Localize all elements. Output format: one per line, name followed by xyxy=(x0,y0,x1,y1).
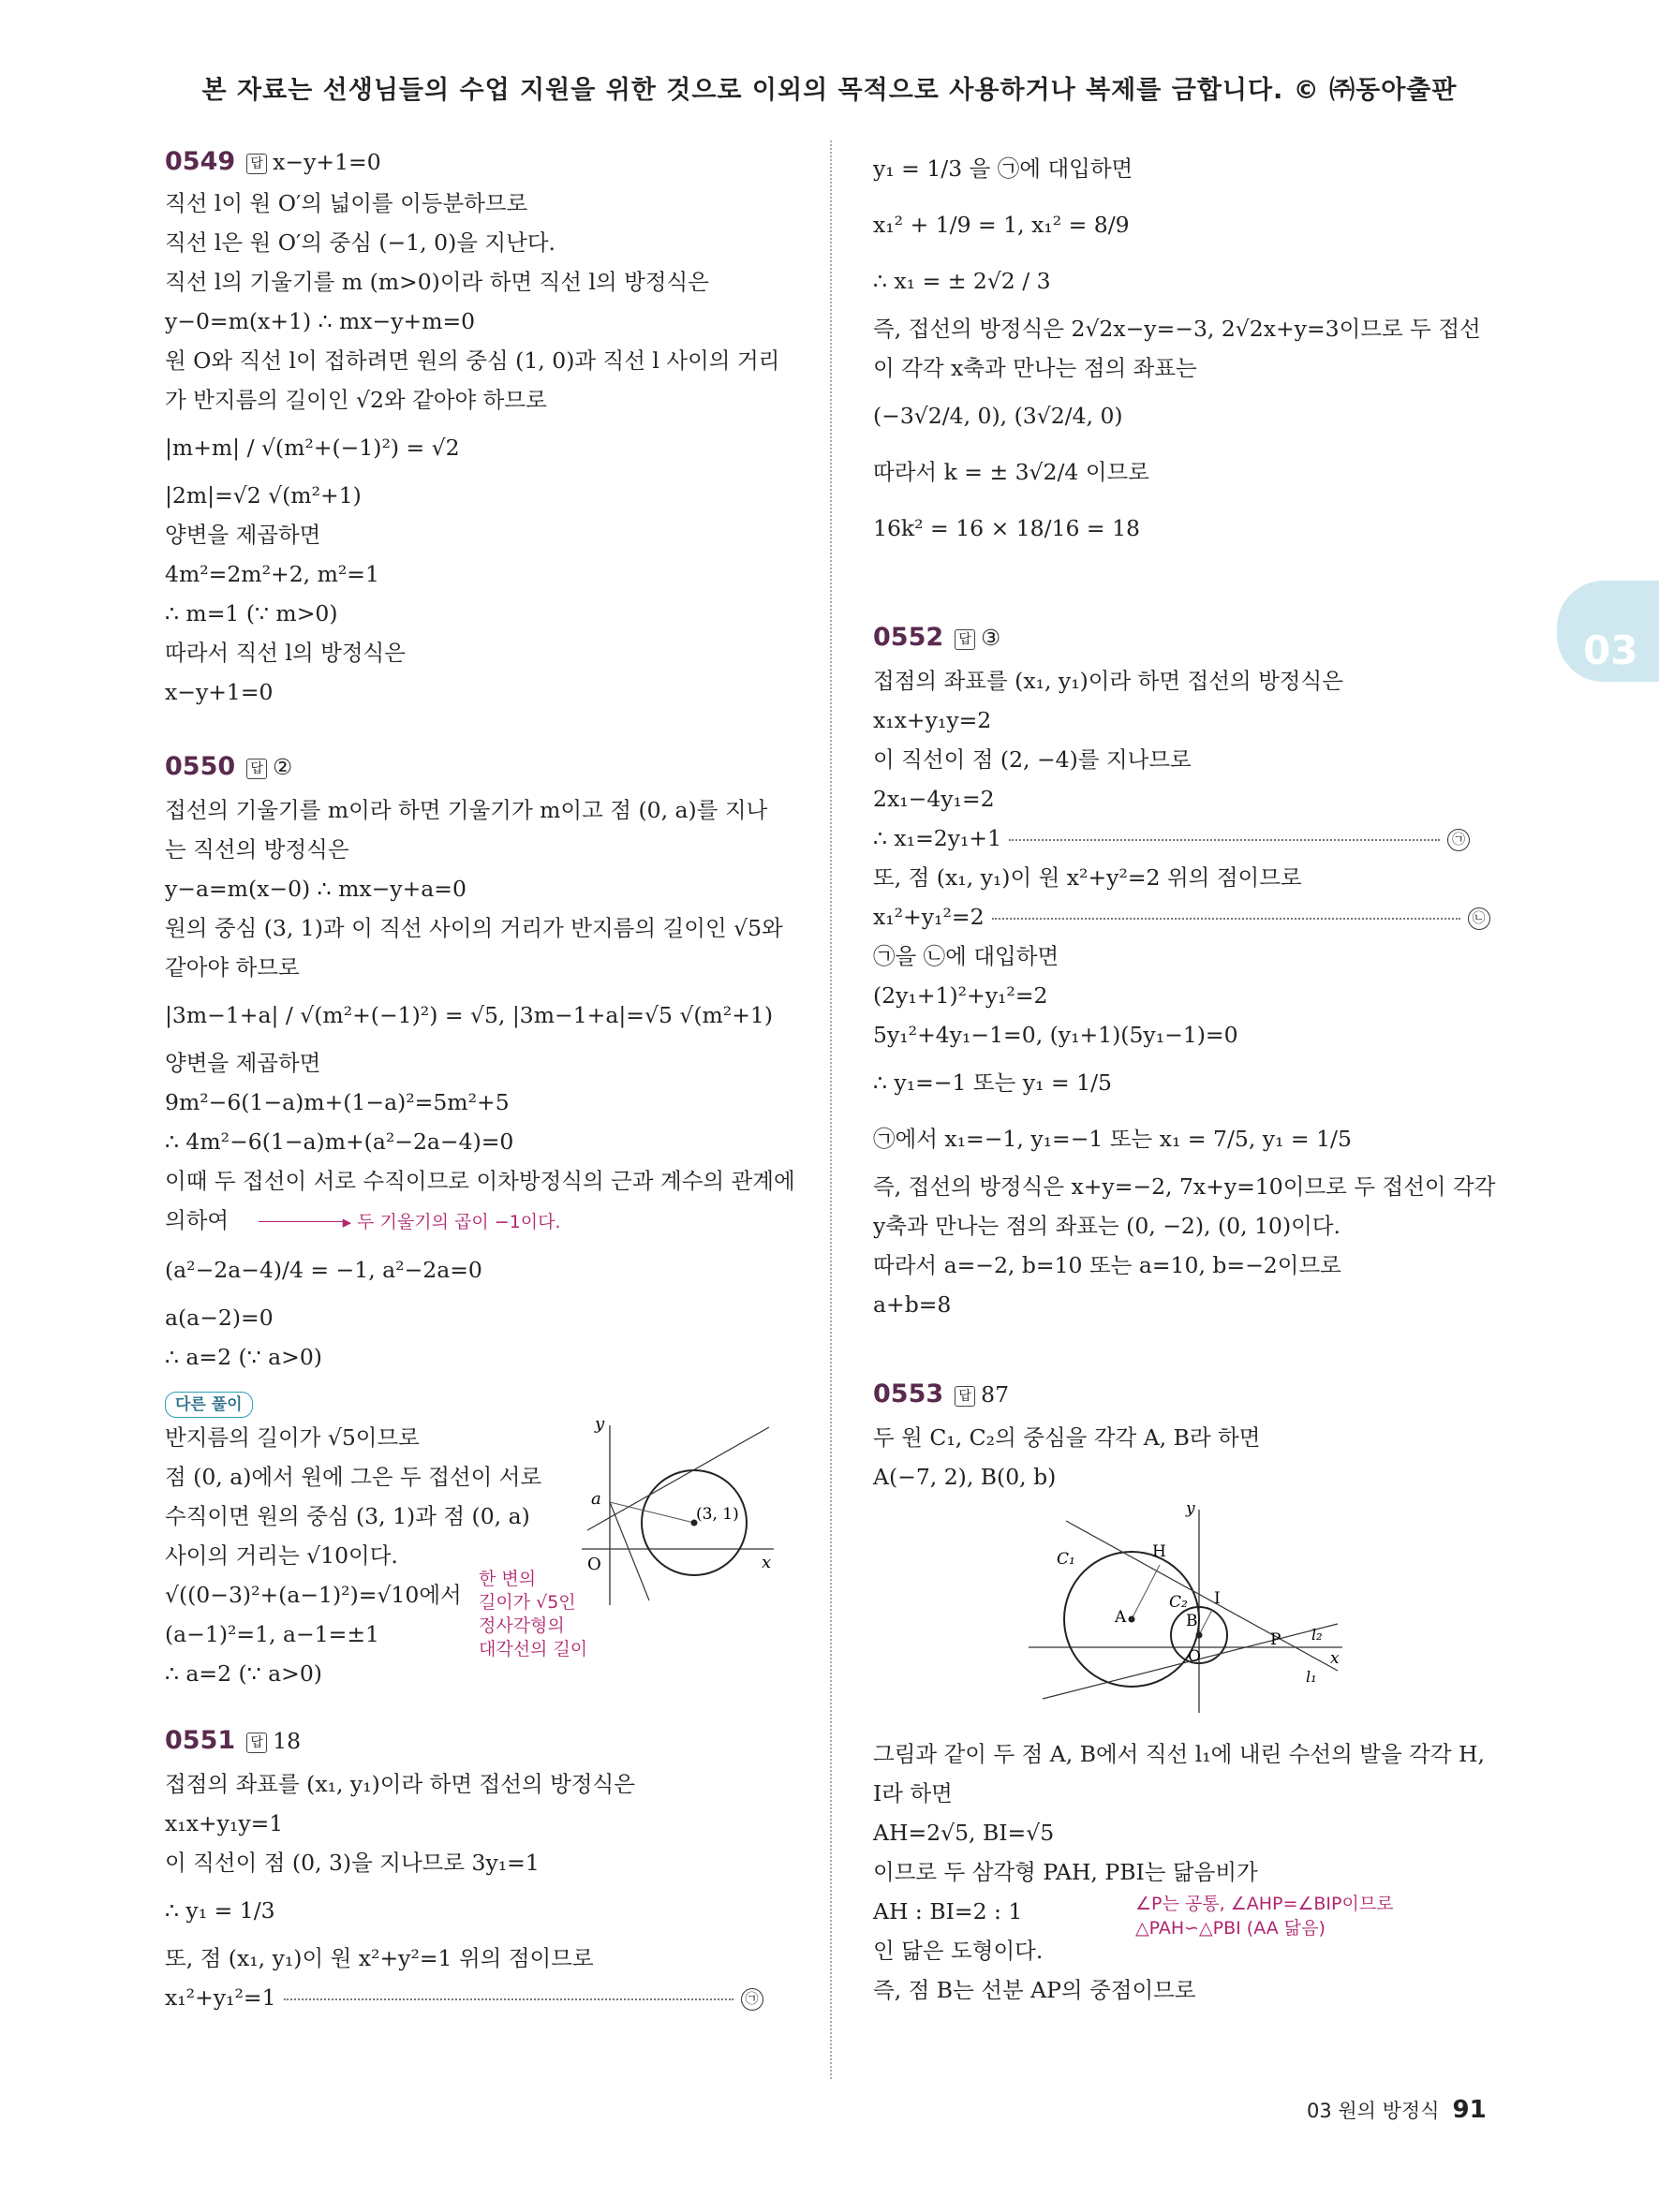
text-line xyxy=(873,818,1499,858)
answer-value: ③ xyxy=(981,625,1001,651)
text-line: y−0=m(x+1) ∴ mx−y+m=0 xyxy=(165,308,476,334)
text-line: 양변을 제곱하면 xyxy=(165,522,321,548)
answer-value: 18 xyxy=(273,1728,302,1754)
answer-value: x−y+1=0 xyxy=(273,149,381,175)
text-line: 따라서 a=−2, b=10 또는 a=10, b=−2이므로 xyxy=(873,1252,1341,1278)
answer-icon: 답 xyxy=(246,759,267,779)
text-line: 이 직선이 점 (2, −4)를 지나므로 xyxy=(873,746,1192,773)
text-line: x₁x+y₁y=2 xyxy=(873,707,992,733)
side-note: ∠P는 공통, ∠AHP=∠BIP이므로 xyxy=(1135,1894,1394,1914)
side-note: 길이가 √5인 xyxy=(479,1592,576,1613)
answer-icon: 답 xyxy=(246,154,267,174)
leader-dots xyxy=(992,918,1460,920)
text-line: 이 각각 x축과 만나는 점의 좌표는 xyxy=(873,355,1197,381)
text-line: 접점의 좌표를 (x₁, y₁)이라 하면 접선의 방정식은 xyxy=(873,668,1343,694)
tangent-square-figure xyxy=(582,1418,778,1605)
problem-number: 0553 xyxy=(873,1379,944,1408)
text-line: A(−7, 2), B(0, b) xyxy=(873,1464,1057,1490)
alt-solution-block xyxy=(165,1418,792,1699)
formula-line: ∴ y₁=−1 또는 y₁ = 1/5 xyxy=(873,1069,1112,1096)
side-note-block xyxy=(479,1568,587,1661)
text-line: ∴ m=1 (∵ m>0) xyxy=(165,600,338,627)
problem-number: 0552 xyxy=(873,623,944,652)
text-line: 인 닮은 도형이다. xyxy=(873,1938,1044,1964)
column-divider xyxy=(830,140,832,2079)
answer-icon: 답 xyxy=(246,1733,267,1753)
text-line: 점 (0, a)에서 원에 그은 두 접선이 서로 xyxy=(165,1464,542,1490)
segment-ah xyxy=(1132,1565,1160,1619)
text-line: AH : BI=2 : 1 xyxy=(873,1898,1023,1924)
problem-0552-header xyxy=(873,614,1499,661)
text-line: 직선 l은 원 O′의 중심 (−1, 0)을 지난다. xyxy=(165,229,555,256)
page-footer xyxy=(1307,2096,1487,2124)
text-span: x₁²+y₁²=2 xyxy=(873,904,985,930)
text-line: 그림과 같이 두 점 A, B에서 직선 l₁에 내린 수선의 발을 각각 H, xyxy=(873,1741,1485,1767)
text-line: 반지름의 길이가 √5이므로 xyxy=(165,1424,420,1451)
right-column xyxy=(873,140,1499,2010)
text-line: 9m²−6(1−a)m+(1−a)²=5m²+5 xyxy=(165,1089,510,1115)
formula-line: 따라서 k = ± 3√2/4 이므로 xyxy=(873,459,1149,485)
tangent-line xyxy=(610,1502,649,1600)
y-label: y xyxy=(1186,1502,1195,1518)
text-line: I라 하면 xyxy=(873,1780,953,1806)
answer-value: ② xyxy=(273,754,293,780)
x-label: x xyxy=(1330,1649,1340,1668)
segment-bi xyxy=(1199,1610,1212,1635)
text-span: ∴ x₁=2y₁+1 xyxy=(873,825,1002,851)
problem-number: 0550 xyxy=(165,752,236,781)
formula-line: (−3√2/4, 0), (3√2/4, 0) xyxy=(873,403,1123,429)
text-line: 즉, 접선의 방정식은 2√2x−y=−3, 2√2x+y=3이므로 두 접선 xyxy=(873,316,1481,342)
text-line: 두 원 C₁, C₂의 중심을 각각 A, B라 하면 xyxy=(873,1424,1261,1451)
text-line: a+b=8 xyxy=(873,1291,952,1318)
text-line: 수직이면 원의 중심 (3, 1)과 점 (0, a) xyxy=(165,1503,530,1529)
equation-mark: ㉠ xyxy=(741,1988,763,2011)
text-line: y−a=m(x−0) ∴ mx−y+a=0 xyxy=(165,876,467,902)
x-label: x xyxy=(762,1553,772,1572)
equation-mark: ㉠ xyxy=(1447,829,1470,851)
text-span: 의하여 xyxy=(165,1207,230,1233)
leader-dots xyxy=(284,1998,733,2000)
text-line: AH=2√5, BI=√5 xyxy=(873,1820,1055,1846)
text-line: 이므로 두 삼각형 PAH, PBI는 닮음비가 xyxy=(873,1859,1258,1885)
c1-label: C₁ xyxy=(1057,1550,1075,1569)
text-line: 접선의 기울기를 m이라 하면 기울기가 m이고 점 (0, a)를 지나 xyxy=(165,797,768,823)
text-line: x₁x+y₁y=1 xyxy=(165,1810,284,1836)
page-number: 91 xyxy=(1452,2096,1487,2124)
text-line: 이 직선이 점 (0, 3)을 지나므로 3y₁=1 xyxy=(165,1850,540,1876)
text-line: a(a−2)=0 xyxy=(165,1305,274,1331)
text-line xyxy=(873,897,1499,936)
h-label: H xyxy=(1152,1542,1166,1561)
text-line: 접점의 좌표를 (x₁, y₁)이라 하면 접선의 방정식은 xyxy=(165,1771,635,1797)
formula-line: ∴ y₁ = 1/3 xyxy=(165,1897,275,1924)
formula-line: |m+m| / √(m²+(−1)²) = √2 xyxy=(165,435,460,461)
problem-0550-header xyxy=(165,744,792,790)
formula-line: 16k² = 16 × 18/16 = 18 xyxy=(873,515,1140,541)
alt-solution-badge: 다른 풀이 xyxy=(165,1392,253,1418)
text-line: 또, 점 (x₁, y₁)이 원 x²+y²=2 위의 점이므로 xyxy=(873,864,1302,891)
origin-label: O xyxy=(587,1555,601,1574)
problem-0551-header xyxy=(165,1718,792,1764)
l2-label: l₂ xyxy=(1311,1626,1323,1644)
y-label: y xyxy=(595,1418,605,1434)
c2-label: C₂ xyxy=(1169,1593,1188,1612)
note-arrow-icon xyxy=(259,1221,343,1222)
side-note: 두 기울기의 곱이 −1이다. xyxy=(357,1212,561,1232)
formula-line: |3m−1+a| / √(m²+(−1)²) = √5, |3m−1+a|=√5 √(m²+1) xyxy=(165,1002,774,1028)
text-line: 5y₁²+4y₁−1=0, (y₁+1)(5y₁−1)=0 xyxy=(873,1022,1238,1048)
ratio-line-block xyxy=(873,1892,1499,1939)
formula-line: y₁ = 1/3 을 ㉠에 대입하면 xyxy=(873,155,1133,182)
text-line: 가 반지름의 길이인 √2와 같아야 하므로 xyxy=(165,387,547,413)
text-span: x₁²+y₁²=1 xyxy=(165,1984,276,2011)
left-column xyxy=(165,140,795,2017)
text-line xyxy=(165,1978,792,2017)
point-a xyxy=(1129,1616,1135,1623)
answer-icon: 답 xyxy=(955,1386,975,1407)
text-line: 양변을 제곱하면 xyxy=(165,1050,321,1076)
text-line: 4m²=2m²+2, m²=1 xyxy=(165,561,379,587)
radius-line xyxy=(610,1502,694,1523)
side-note: 한 변의 xyxy=(479,1569,537,1589)
text-line: 원 O와 직선 l이 접하려면 원의 중심 (1, 0)과 직선 l 사이의 거리 xyxy=(165,347,780,374)
formula-line: x₁² + 1/9 = 1, x₁² = 8/9 xyxy=(873,212,1130,238)
text-line: 즉, 접선의 방정식은 x+y=−2, 7x+y=10이므로 두 접선이 각각 xyxy=(873,1173,1496,1200)
text-line: 같아야 하므로 xyxy=(165,954,300,981)
text-line: 사이의 거리는 √10이다. xyxy=(165,1542,398,1569)
a-label: A xyxy=(1115,1608,1127,1627)
text-line: ∴ a=2 (∵ a>0) xyxy=(165,1344,322,1370)
text-line: ∴ 4m²−6(1−a)m+(a²−2a−4)=0 xyxy=(165,1128,514,1155)
answer-icon: 답 xyxy=(955,629,975,650)
text-line: 직선 l이 원 O′의 넓이를 이등분하므로 xyxy=(165,190,528,216)
two-circles-figure xyxy=(1029,1502,1347,1718)
text-line: ∴ a=2 (∵ a>0) xyxy=(165,1660,322,1687)
text-line: y축과 만나는 점의 좌표는 (0, −2), (0, 10)이다. xyxy=(873,1213,1341,1239)
line-l1 xyxy=(1066,1521,1338,1671)
text-line: 즉, 점 B는 선분 AP의 중점이므로 xyxy=(873,1977,1196,2003)
origin-label: O xyxy=(1188,1647,1201,1666)
text-line: 원의 중심 (3, 1)과 이 직선 사이의 거리가 반지름의 길이인 √5와 xyxy=(165,915,783,941)
a-label: a xyxy=(591,1489,601,1509)
copyright-notice: 본 자료는 선생님들의 수업 지원을 위한 것으로 이외의 목적으로 사용하거나 복제를 금합니다. © ㈜동아출판 xyxy=(201,76,1458,105)
problem-0553-header xyxy=(873,1371,1499,1418)
i-label: I xyxy=(1214,1589,1221,1608)
problem-number: 0549 xyxy=(165,147,236,176)
text-line: √((0−3)²+(a−1)²)=√10에서 xyxy=(165,1582,462,1608)
text-line: 의하여 ▸ 두 기울기의 곱이 −1이다. xyxy=(165,1207,561,1233)
text-line: 또, 점 (x₁, y₁)이 원 x²+y²=1 위의 점이므로 xyxy=(165,1945,594,1971)
b-label: B xyxy=(1186,1612,1198,1630)
side-note: 대각선의 길이 xyxy=(479,1639,588,1659)
text-line: (a−1)²=1, a−1=±1 xyxy=(165,1621,379,1647)
equation-mark: ㉡ xyxy=(1468,907,1490,930)
footer-chapter: 03 원의 방정식 xyxy=(1307,2100,1440,2122)
text-line: 는 직선의 방정식은 xyxy=(165,836,349,863)
side-note: △PAH∽△PBI (AA 닮음) xyxy=(1135,1918,1326,1939)
text-line: (2y₁+1)²+y₁²=2 xyxy=(873,982,1048,1009)
p-label: P xyxy=(1270,1630,1281,1649)
text-line: ㉠을 ㉡에 대입하면 xyxy=(873,943,1059,969)
problem-number: 0551 xyxy=(165,1726,236,1755)
chapter-tab-number: 03 xyxy=(1583,627,1638,673)
text-line: 이때 두 접선이 서로 수직이므로 이차방정식의 근과 계수의 관계에 xyxy=(165,1168,795,1194)
center-label: (3, 1) xyxy=(696,1505,739,1524)
text-line: 직선 l의 기울기를 m (m>0)이라 하면 직선 l의 방정식은 xyxy=(165,269,709,295)
formula-line: ∴ x₁ = ± 2√2 / 3 xyxy=(873,268,1051,294)
formula-line: (a²−2a−4)/4 = −1, a²−2a=0 xyxy=(165,1257,482,1283)
l1-label: l₁ xyxy=(1306,1668,1317,1686)
side-note: 정사각형의 xyxy=(479,1615,565,1636)
text-line: x−y+1=0 xyxy=(165,679,274,705)
point-b xyxy=(1196,1632,1203,1639)
problem-0549-header xyxy=(165,140,792,184)
leader-dots xyxy=(1009,839,1440,841)
formula-line: ㉠에서 x₁=−1, y₁=−1 또는 x₁ = 7/5, y₁ = 1/5 xyxy=(873,1126,1352,1152)
text-line: 따라서 직선 l의 방정식은 xyxy=(165,640,406,666)
text-line: 2x₁−4y₁=2 xyxy=(873,786,995,812)
answer-value: 87 xyxy=(981,1381,1010,1408)
text-line: |2m|=√2 √(m²+1) xyxy=(165,482,362,509)
side-note-block xyxy=(1135,1892,1394,1940)
